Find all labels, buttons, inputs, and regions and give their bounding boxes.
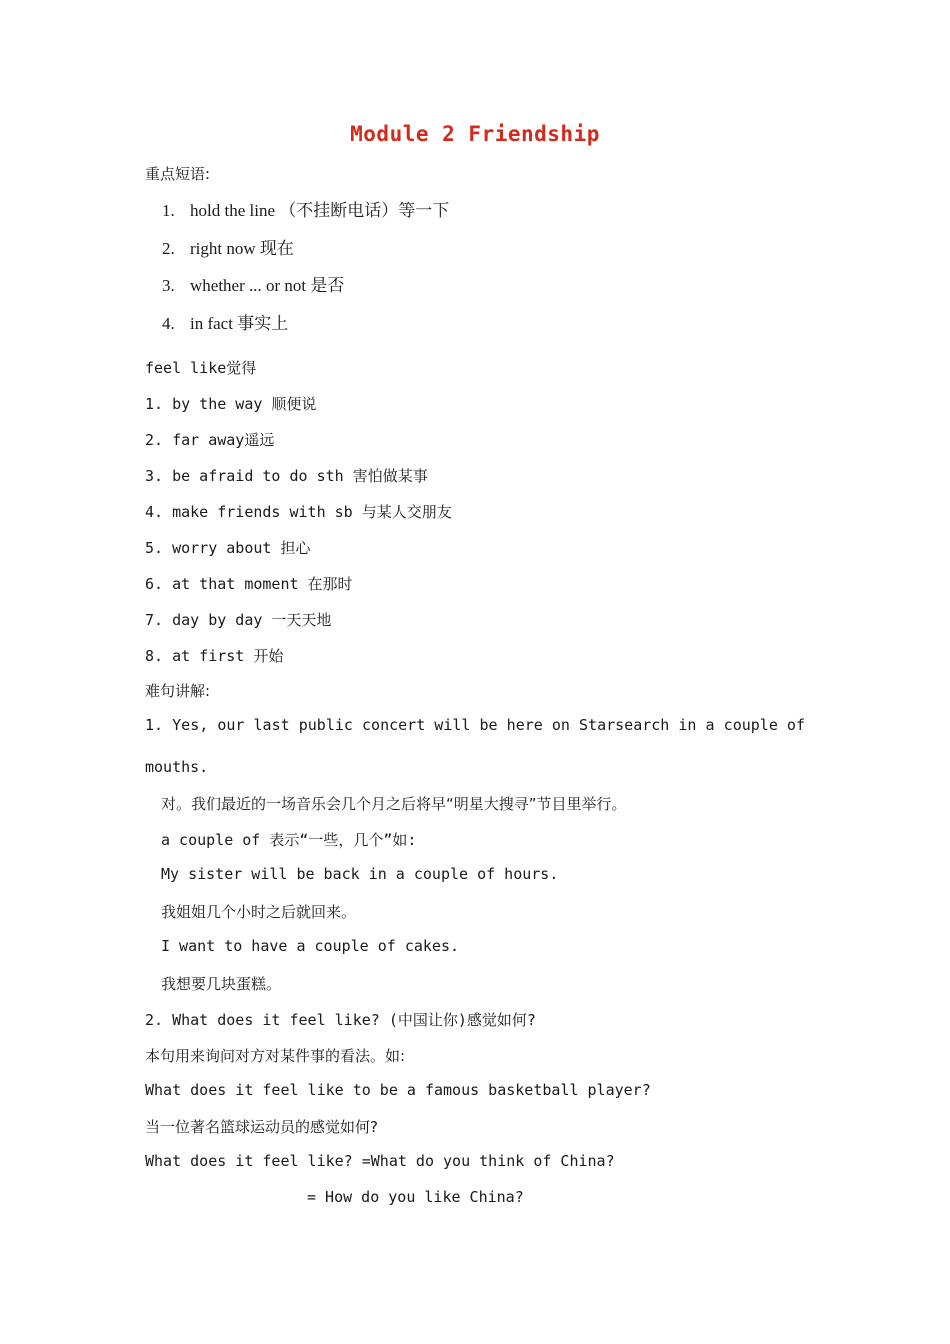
phrase-item: 8. at first 开始 — [145, 647, 284, 665]
key-phrase-number: 2. — [162, 239, 175, 258]
phrase-item: 3. be afraid to do sth 害怕做某事 — [145, 467, 428, 485]
key-phrase-text: hold the line （不挂断电话）等一下 — [190, 201, 450, 220]
key-phrase-text: whether ... or not 是否 — [190, 276, 345, 295]
phrases-heading: 重点短语: — [145, 165, 211, 183]
phrase-item: 7. day by day 一天天地 — [145, 611, 332, 629]
sentence-2-note: 本句用来询问对方对某件事的看法。如: — [145, 1047, 406, 1065]
sentence-1-note: a couple of 表示“一些，几个”如: — [161, 831, 417, 849]
phrase-item: 5. worry about 担心 — [145, 539, 311, 557]
sentence-1-line-1: 1. Yes, our last public concert will be here on Starsearch in a couple of — [145, 716, 805, 734]
key-phrase-number: 3. — [162, 276, 175, 295]
sentence-1-example-2-translation: 我想要几块蛋糕。 — [161, 975, 282, 993]
document-title: Module 2 Friendship — [350, 122, 600, 146]
phrase-item: 1. by the way 顺便说 — [145, 395, 317, 413]
sentences-heading: 难句讲解: — [145, 682, 211, 700]
sentence-2-example-2: What does it feel like? =What do you think of China? — [145, 1152, 615, 1170]
sentence-1-line-2: mouths. — [145, 758, 209, 776]
key-phrase-1 — [162, 196, 449, 221]
sentence-2-example-1: What does it feel like to be a famous basketball player? — [145, 1081, 651, 1099]
feel-like-phrase: feel like觉得 — [145, 359, 257, 377]
key-phrase-2 — [162, 234, 294, 259]
key-phrase-4 — [162, 309, 288, 334]
sentence-1-example-1: My sister will be back in a couple of hours. — [161, 865, 559, 883]
key-phrase-3 — [162, 271, 344, 296]
sentence-2-example-2-alternative: = How do you like China? — [307, 1188, 524, 1206]
sentence-1-translation: 对。我们最近的一场音乐会几个月之后将早“明星大搜寻”节目里举行。 — [161, 795, 627, 813]
sentence-2-example-1-translation: 当一位著名篮球运动员的感觉如何? — [145, 1118, 378, 1136]
key-phrase-number: 1. — [162, 201, 175, 220]
key-phrase-text: right now 现在 — [190, 239, 294, 258]
sentence-1-example-1-translation: 我姐姐几个小时之后就回来。 — [161, 903, 357, 921]
key-phrase-text: in fact 事实上 — [190, 314, 289, 333]
sentence-1-example-2: I want to have a couple of cakes. — [161, 937, 460, 955]
phrase-item: 4. make friends with sb 与某人交朋友 — [145, 503, 452, 521]
sentence-2: 2. What does it feel like? (中国让你)感觉如何? — [145, 1011, 536, 1029]
key-phrase-number: 4. — [162, 314, 175, 333]
phrase-item: 6. at that moment 在那时 — [145, 575, 353, 593]
phrase-item: 2. far away遥远 — [145, 431, 275, 449]
